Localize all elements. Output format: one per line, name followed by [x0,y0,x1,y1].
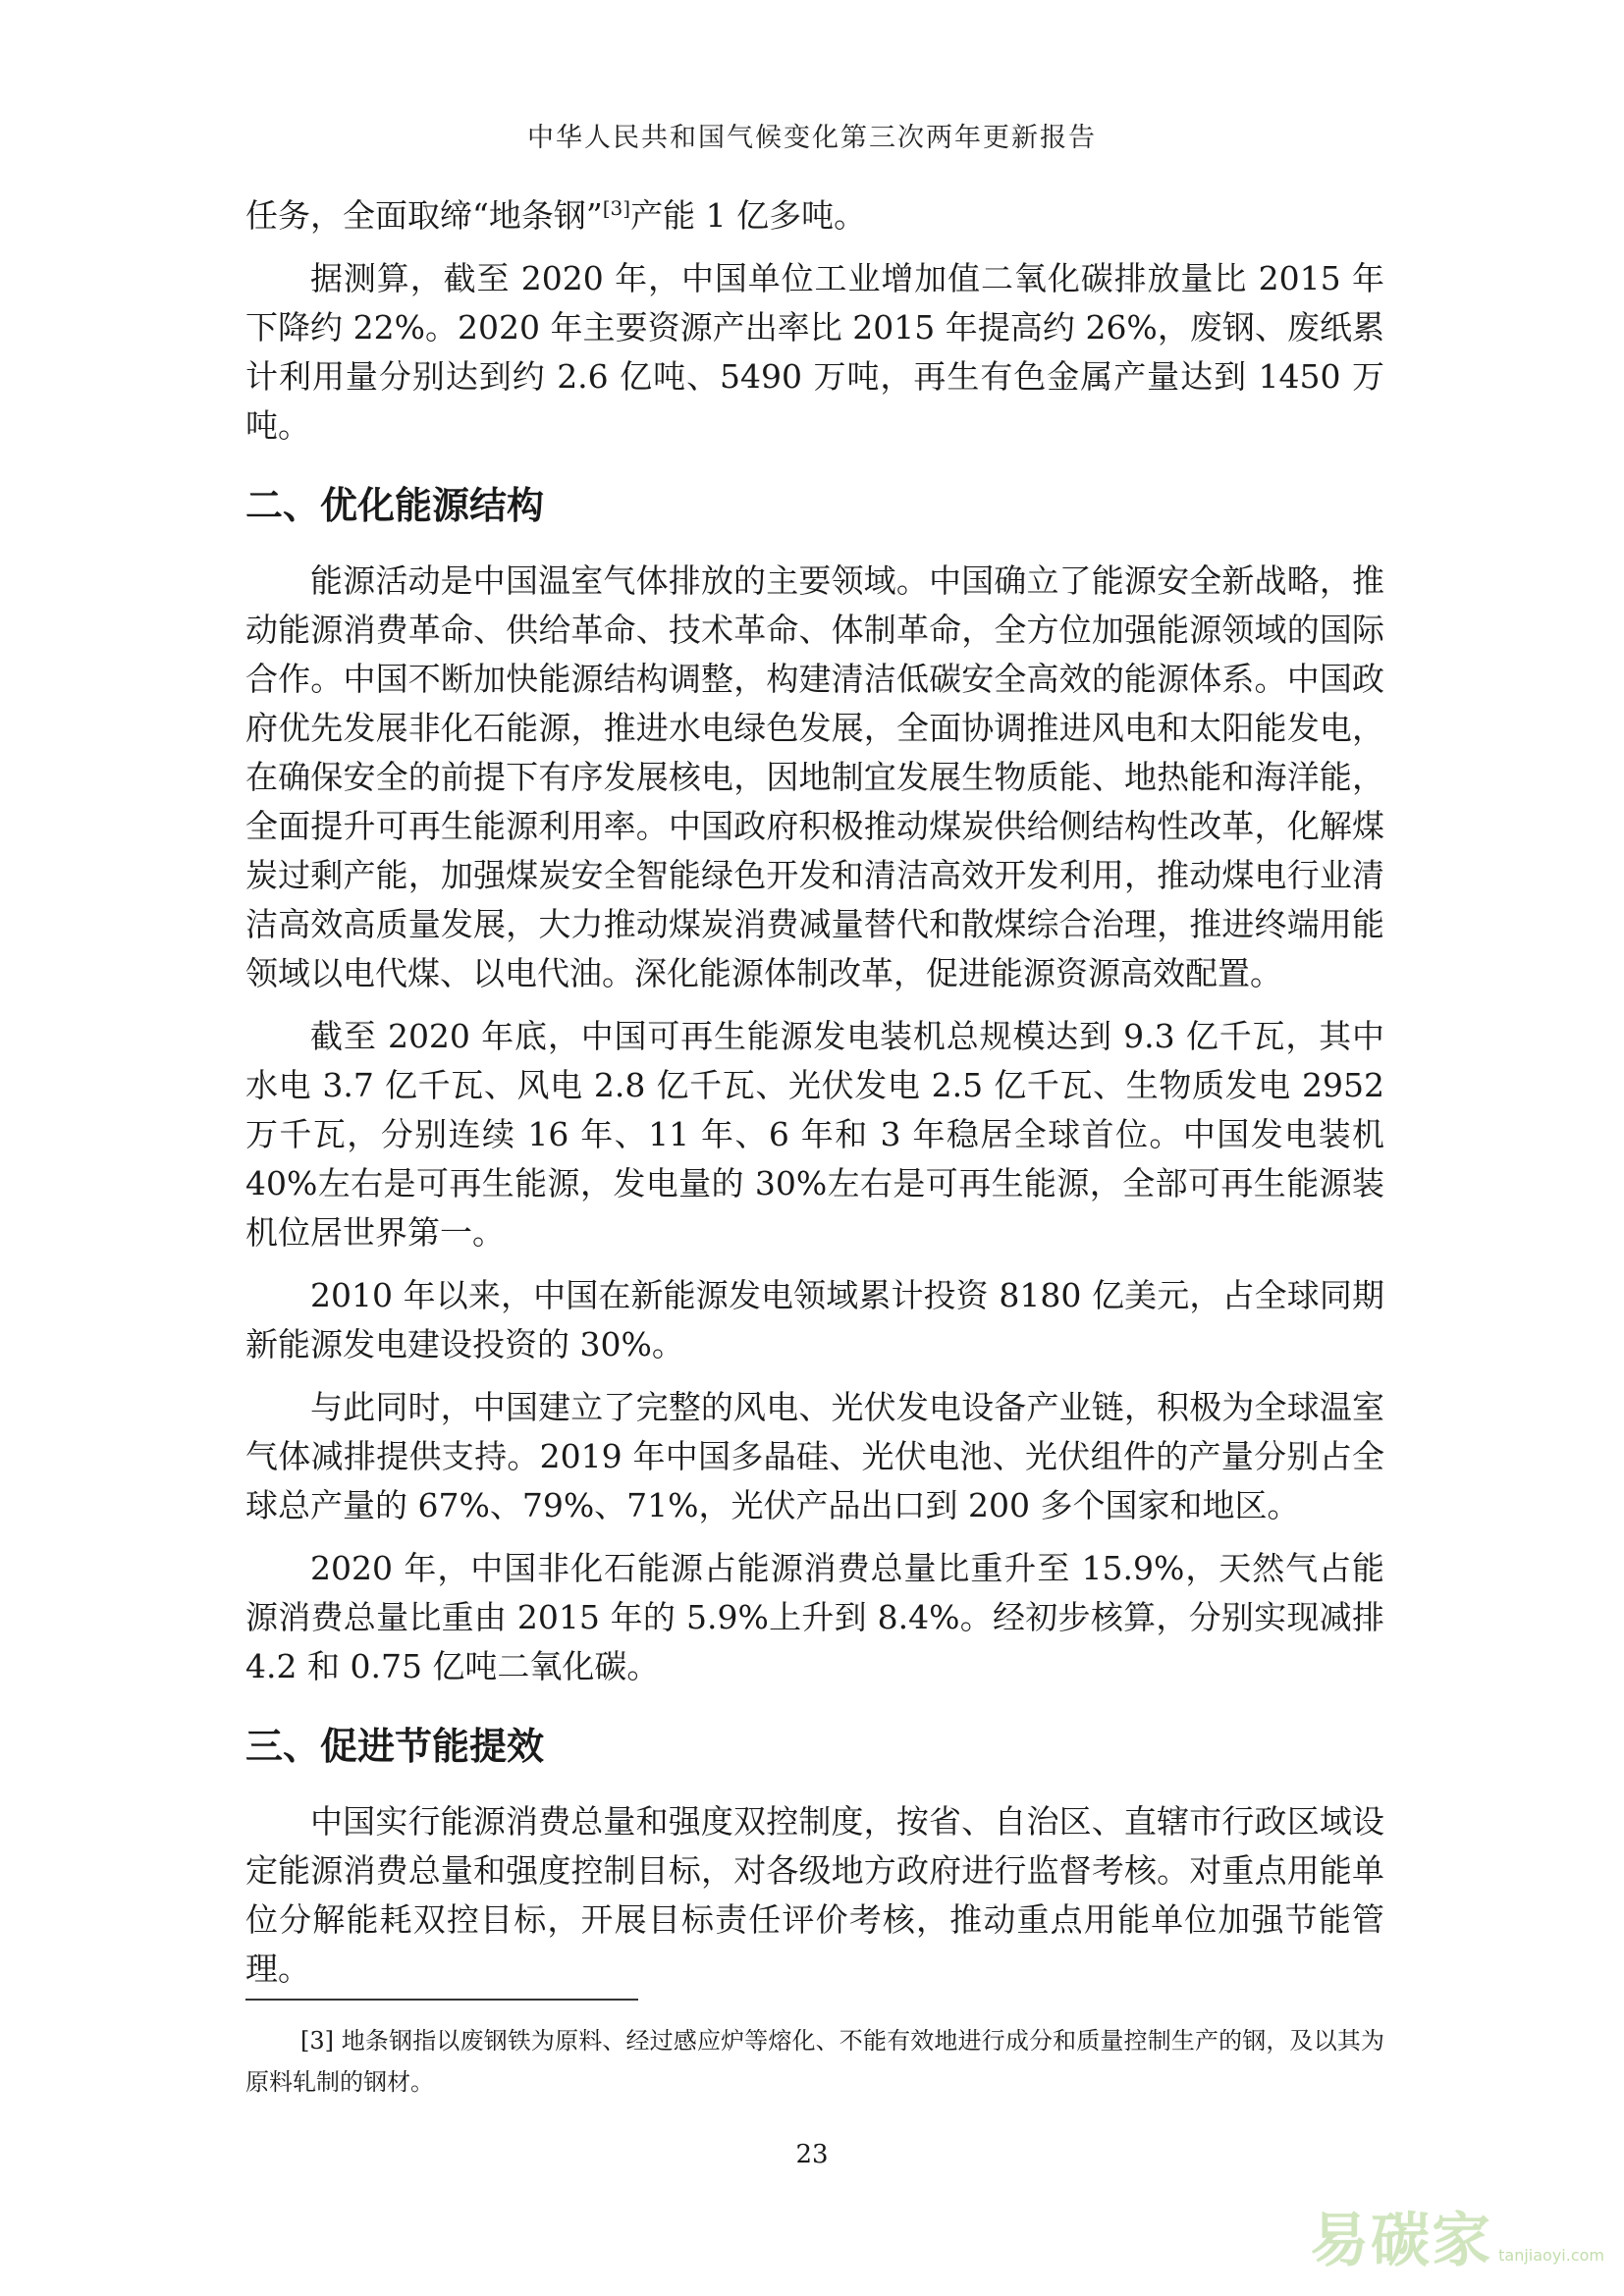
footnote-divider [245,1999,638,2001]
paragraph: 2020 年，中国非化石能源占能源消费总量比重升至 15.9%，天然气占能源消费总量比重由 2015 年的 5.9%上升到 8.4%。经初步核算，分别实现减排 4.2 和 0.75 亿吨二氧化碳。 [245,1549,1384,1685]
section-heading: 三、促进节能提效 [245,1725,545,1768]
paragraph: 据测算，截至 2020 年，中国单位工业增加值二氧化碳排放量比 2015 年下降约 22%。2020 年主要资源产出率比 2015 年提高约 26%，废钢、废纸累计利用量分别达到约 2.6 亿吨、5490 万吨，再生有色金属产量达到 1450 万吨。 [245,259,1384,445]
paragraph: 截至 2020 年底，中国可再生能源发电装机总规模达到 9.3 亿千瓦，其中水电 3.7 亿千瓦、风电 2.8 亿千瓦、光伏发电 2.5 亿千瓦、生物质发电 2952 万千瓦，分别连续 16 年、11 年、6 年和 3 年稳居全球首位。中国发电装机 40%左右是可再生能源，发电量的 30%左右是可再生能源，全部可再生能源装机位居世界第一。 [245,1017,1384,1252]
paragraph: 能源活动是中国温室气体排放的主要领域。中国确立了能源安全新战略，推动能源消费革命、供给革命、技术革命、体制革命，全方位加强能源领域的国际合作。中国不断加快能源结构调整，构建清洁低碳安全高效的能源体系。中国政府优先发展非化石能源，推进水电绿色发展，全面协调推进风电和太阳能发电，在确保安全的前提下有序发展核电，因地制宜发展生物质能、地热能和海洋能，全面提升可再生能源利用率。中国政府积极推动煤炭供给侧结构性改革，化解煤炭过剩产能，加强煤炭安全智能绿色开发和清洁高效开发利用，推动煤电行业清洁高效高质量发展，大力推动煤炭消费减量替代和散煤综合治理，推进终端用能领域以电代煤、以电代油。深化能源体制改革，促进能源资源高效配置。 [245,561,1384,992]
paragraph: 与此同时，中国建立了完整的风电、光伏发电设备产业链，积极为全球温室气体减排提供支持。2019 年中国多晶硅、光伏电池、光伏组件的产量分别占全球总产量的 67%、79%、71%，光伏产品出口到 200 多个国家和地区。 [245,1388,1384,1524]
running-header: 中华人民共和国气候变化第三次两年更新报告 [527,123,1097,153]
watermark-url: tanjiaoyi.com [1498,2246,1604,2265]
page-number: 23 [795,2140,829,2169]
watermark-text: 易碳家 [1310,2207,1493,2275]
section-heading: 二、优化能源结构 [245,484,545,527]
body-text [245,191,1384,2007]
paragraph-text: 产能 1 亿多吨。 [630,196,867,235]
paragraph-text: 任务，全面取缔“地条钢” [245,196,603,235]
paragraph-continuation [245,191,1384,240]
footnote-reference[interactable]: [3] [602,196,631,220]
footnote: [3] 地条钢指以废钢铁为原料、经过感应炉等熔化、不能有效地进行成分和质量控制生产的钢，及以其为原料轧制的钢材。 [245,2027,1384,2096]
watermark-logo [1310,2194,1604,2278]
paragraph: 中国实行能源消费总量和强度双控制度，按省、自治区、直辖市行政区域设定能源消费总量和强度控制目标，对各级地方政府进行监督考核。对重点用能单位分解能耗双控目标，开展目标责任评价考核，推动重点用能单位加强节能管理。 [245,1802,1384,1988]
paragraph: 2010 年以来，中国在新能源发电领域累计投资 8180 亿美元，占全球同期新能源发电建设投资的 30%。 [245,1276,1384,1363]
